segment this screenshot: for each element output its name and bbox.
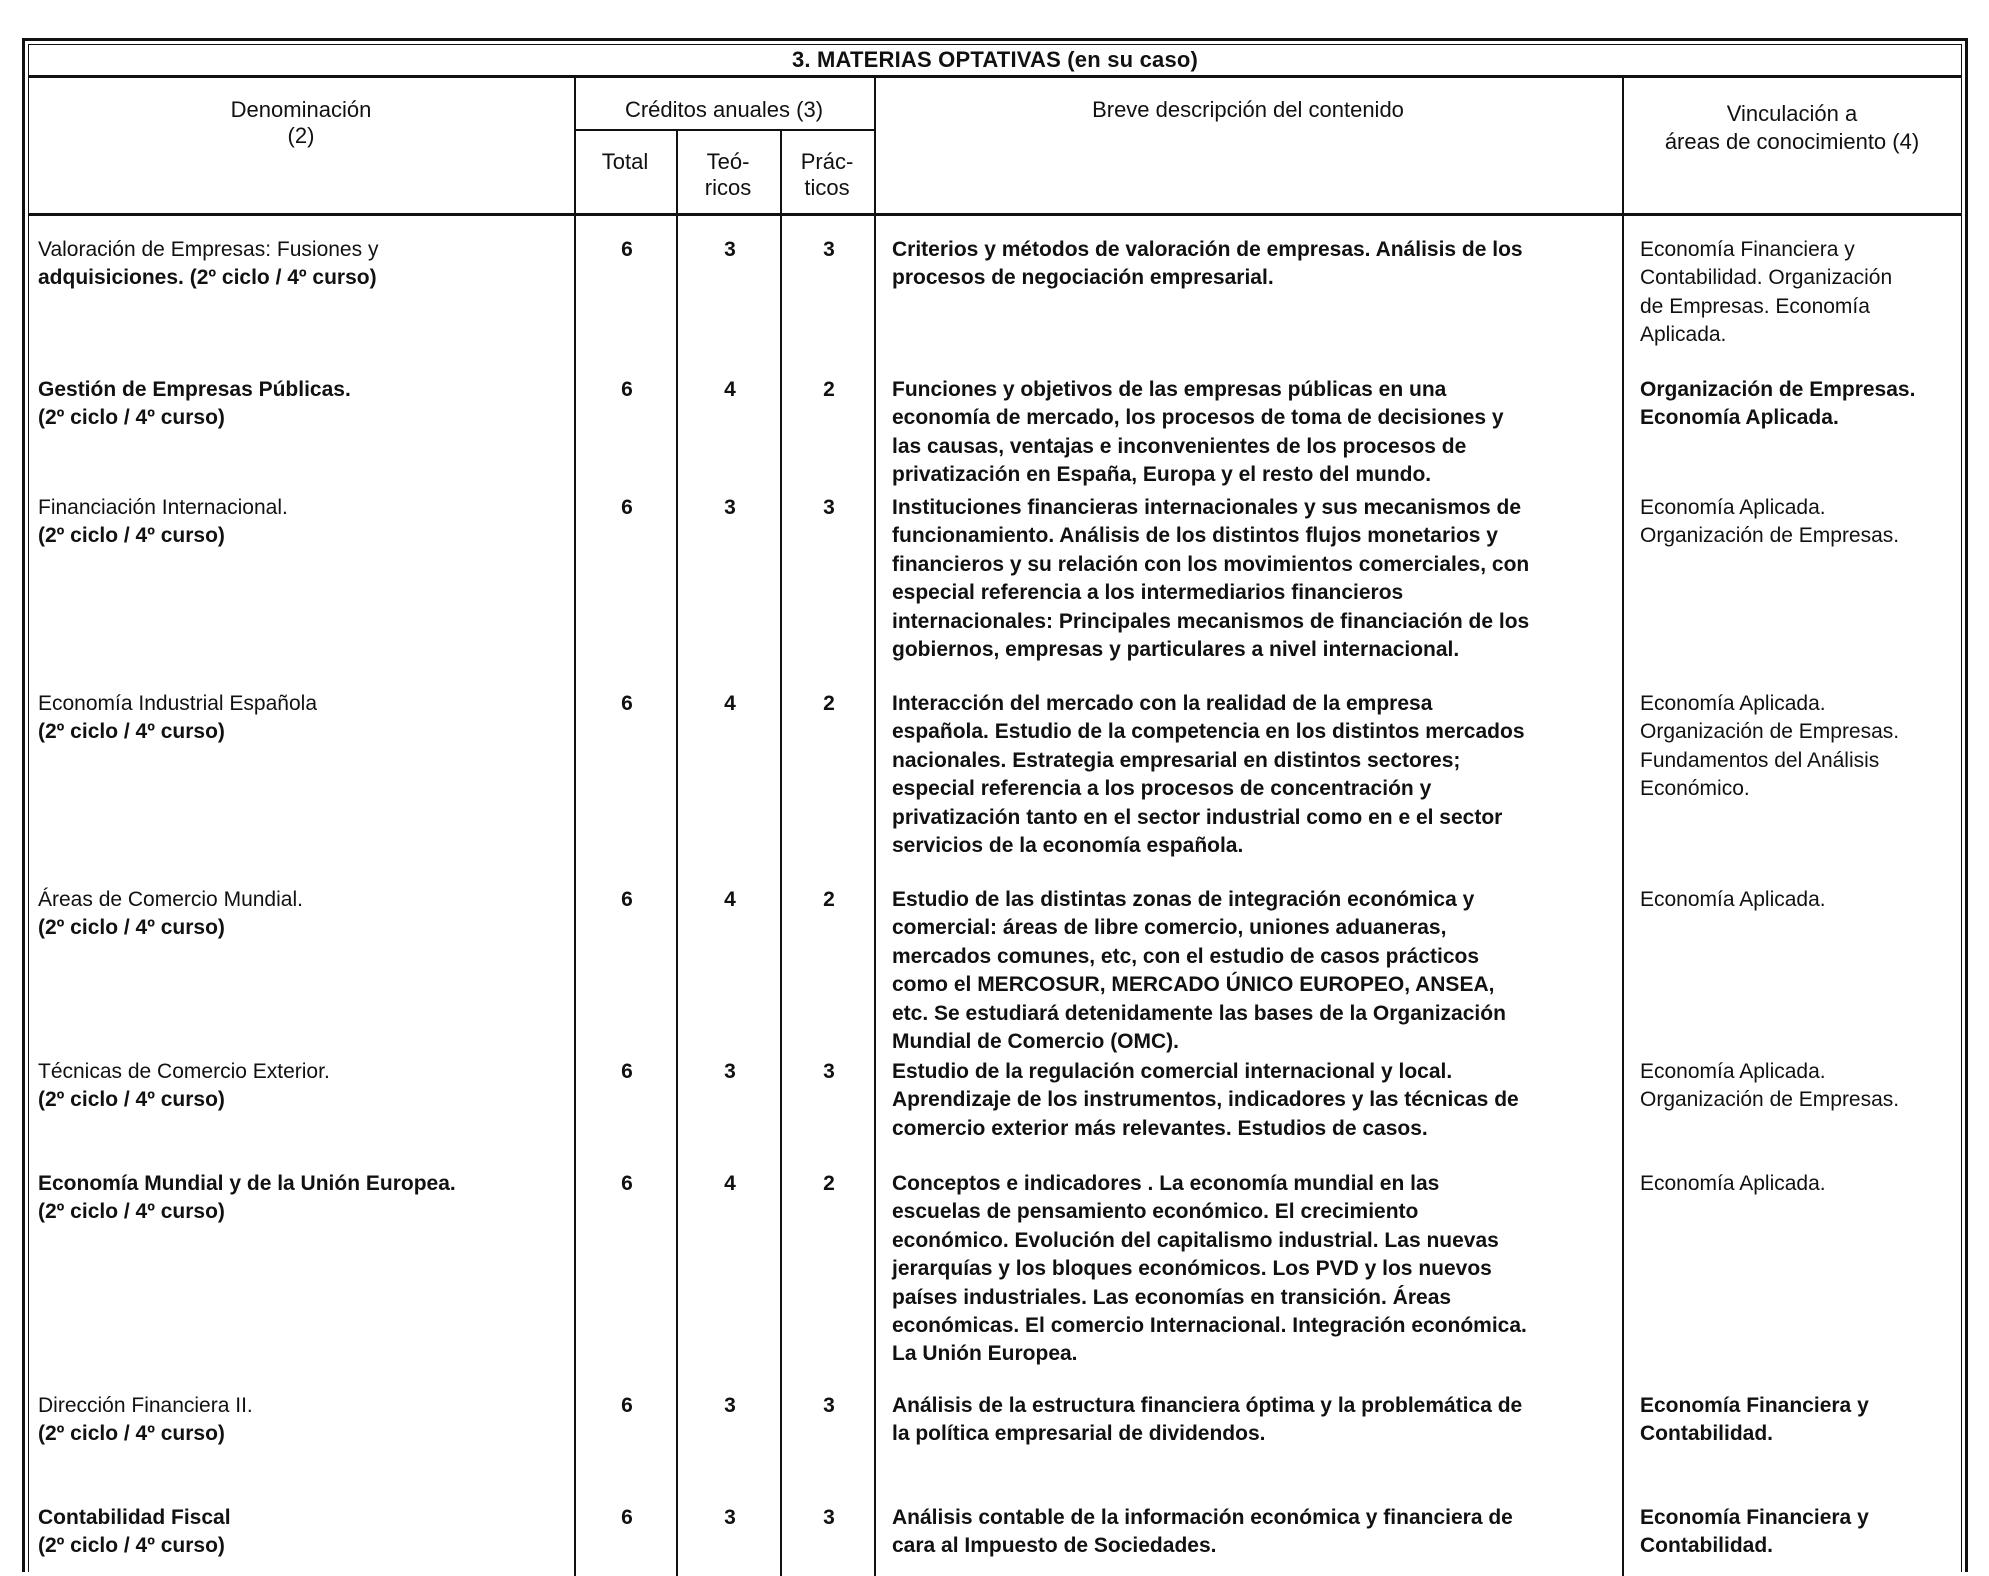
header-denominacion: Denominación: [230, 97, 372, 122]
subject-cycle: (2º ciclo / 4º curso): [38, 1088, 225, 1111]
description-line: etc. Se estudiará detenidamente las bases de la Organización: [892, 1001, 1506, 1025]
subject-cycle: (2º ciclo / 4º curso): [38, 406, 225, 429]
header-descripcion: Breve descripción del contenido: [1092, 97, 1404, 122]
description-line: países industriales. Las economías en transición. Áreas: [892, 1285, 1452, 1309]
credits-total: 6: [621, 1172, 633, 1195]
credits-practicos: 2: [823, 888, 835, 911]
description-line: económicas. El comercio Internacional. Integración económica.: [892, 1314, 1527, 1337]
subject-cycle: adquisiciones. (2º ciclo / 4º curso): [38, 266, 377, 289]
credits-total: 6: [621, 1394, 633, 1417]
credits-teoricos: 4: [724, 888, 736, 911]
knowledge-area-line: Contabilidad. Organización: [1640, 266, 1893, 290]
knowledge-area-line: Contabilidad.: [1640, 1534, 1773, 1558]
knowledge-area-line: Economía Aplicada.: [1640, 406, 1839, 430]
credits-total: 6: [621, 1060, 633, 1083]
header-total: Total: [601, 149, 649, 174]
subject-name: Financiación Internacional.: [38, 496, 288, 519]
credits-teoricos: 4: [724, 1172, 736, 1195]
description-line: especial referencia a los intermediarios financieros: [892, 581, 1404, 605]
credits-teoricos: 3: [724, 496, 736, 519]
description-line: Aprendizaje de los instrumentos, indicadores y las técnicas de: [892, 1088, 1519, 1112]
subject-name: Gestión de Empresas Públicas.: [38, 378, 351, 401]
subject-name: Áreas de Comercio Mundial.: [38, 888, 303, 911]
description-line: privatización tanto en el sector industrial como en e el sector: [892, 805, 1503, 829]
knowledge-area-line: Economía Aplicada.: [1640, 496, 1826, 519]
description-line: Estudio de las distintas zonas de integración económica y: [892, 888, 1475, 911]
credits-teoricos: 3: [724, 1394, 736, 1417]
description-line: Interacción del mercado con la realidad de la empresa: [892, 692, 1433, 715]
knowledge-area-line: Economía Financiera y: [1640, 238, 1855, 261]
credits-practicos: 2: [823, 1172, 835, 1195]
description-line: española. Estudio de la competencia en los distintos mercados: [892, 720, 1525, 744]
credits-total: 6: [621, 692, 633, 715]
credits-total: 6: [621, 496, 633, 519]
credits-teoricos: 4: [724, 378, 736, 401]
credits-total: 6: [621, 1506, 633, 1529]
description-line: economía de mercado, los procesos de toma de decisiones y: [892, 406, 1504, 430]
subject-cycle: (2º ciclo / 4º curso): [38, 916, 225, 939]
description-line: como el MERCOSUR, MERCADO ÚNICO EUROPEO, ANSEA,: [892, 973, 1495, 997]
knowledge-area-line: Economía Aplicada.: [1640, 888, 1826, 911]
knowledge-area-line: Organización de Empresas.: [1640, 524, 1900, 548]
description-line: nacionales. Estrategia empresarial en distintos sectores;: [892, 748, 1461, 772]
description-line: Conceptos e indicadores . La economía mundial en las: [892, 1172, 1440, 1195]
description-line: funcionamiento. Análisis de los distintos flujos monetarios y: [892, 524, 1498, 548]
credits-practicos: 3: [823, 1394, 835, 1417]
credits-practicos: 3: [823, 1506, 835, 1529]
knowledge-area-line: Fundamentos del Análisis: [1640, 748, 1880, 772]
credits-teoricos: 3: [724, 1060, 736, 1083]
table-title: 3. MATERIAS OPTATIVAS (en su caso): [28, 44, 1962, 78]
description-line: especial referencia a los procesos de concentración y: [892, 777, 1432, 801]
subject-cycle: (2º ciclo / 4º curso): [38, 1200, 225, 1223]
knowledge-area-line: Economía Financiera y: [1640, 1394, 1869, 1417]
knowledge-area-line: Contabilidad.: [1640, 1422, 1773, 1446]
description-line: las causas, ventajas e inconvenientes de los procesos de: [892, 434, 1467, 458]
description-line: la política empresarial de dividendos.: [892, 1422, 1266, 1446]
credits-practicos: 2: [823, 378, 835, 401]
subject-name: Contabilidad Fiscal: [38, 1506, 231, 1529]
header-denominacion-note: (2): [287, 123, 315, 148]
description-line: financieros y su relación con los movimientos comerciales, con: [892, 552, 1530, 576]
description-line: económico. Evolución del capitalismo industrial. Las nuevas: [892, 1228, 1499, 1252]
description-line: mercados comunes, etc, con el estudio de casos prácticos: [892, 944, 1480, 968]
subject-cycle: (2º ciclo / 4º curso): [38, 1422, 225, 1445]
header-teoricos-1: Teó-: [706, 149, 750, 174]
header-practicos-1: Prác-: [800, 149, 854, 174]
description-line: Mundial de Comercio (OMC).: [892, 1030, 1180, 1053]
credits-practicos: 2: [823, 692, 835, 715]
description-line: La Unión Europea.: [892, 1342, 1078, 1366]
description-line: Criterios y métodos de valoración de empresas. Análisis de los: [892, 238, 1523, 261]
knowledge-area-line: Economía Aplicada.: [1640, 1060, 1826, 1083]
description-line: escuelas de pensamiento económico. El crecimiento: [892, 1200, 1419, 1224]
header-creditos: Créditos anuales (3): [624, 97, 824, 122]
header-vinculacion-1: Vinculación a: [1726, 101, 1858, 126]
subject-name: Valoración de Empresas: Fusiones y: [38, 238, 379, 261]
description-line: privatización en España, Europa y el resto del mundo.: [892, 463, 1432, 487]
knowledge-area-line: Economía Financiera y: [1640, 1506, 1869, 1529]
credits-practicos: 3: [823, 238, 835, 261]
description-line: gobiernos, empresas y particulares a nivel internacional.: [892, 638, 1460, 661]
knowledge-area-line: Economía Aplicada.: [1640, 1172, 1826, 1195]
knowledge-area-line: Económico.: [1640, 777, 1750, 801]
credits-total: 6: [621, 378, 633, 401]
credits-practicos: 3: [823, 1060, 835, 1083]
header-subdivider: [574, 129, 874, 131]
description-line: jerarquías y los bloques económicos. Los PVD y los nuevos: [892, 1257, 1492, 1281]
description-line: Funciones y objetivos de las empresas públicas en una: [892, 378, 1447, 401]
subject-cycle: (2º ciclo / 4º curso): [38, 1534, 225, 1557]
knowledge-area-line: Economía Aplicada.: [1640, 692, 1826, 715]
credits-teoricos: 3: [724, 238, 736, 261]
credits-teoricos: 4: [724, 692, 736, 715]
description-line: Estudio de la regulación comercial internacional y local.: [892, 1060, 1453, 1083]
subject-name: Dirección Financiera II.: [38, 1394, 253, 1417]
knowledge-area-line: de Empresas. Economía: [1640, 294, 1870, 318]
knowledge-area-line: Aplicada.: [1640, 323, 1727, 347]
credits-teoricos: 3: [724, 1506, 736, 1529]
knowledge-area-line: Organización de Empresas.: [1640, 378, 1916, 401]
credits-total: 6: [621, 888, 633, 911]
header-vinculacion-2: áreas de conocimiento (4): [1664, 129, 1920, 154]
knowledge-area-line: Organización de Empresas.: [1640, 1088, 1900, 1112]
description-line: Instituciones financieras internacionales y sus mecanismos de: [892, 496, 1522, 519]
description-line: comercial: áreas de libre comercio, uniones aduaneras,: [892, 916, 1447, 940]
description-line: Análisis de la estructura financiera óptima y la problemática de: [892, 1394, 1523, 1417]
credits-total: 6: [621, 238, 633, 261]
subject-name: Economía Mundial y de la Unión Europea.: [38, 1172, 456, 1195]
description-line: cara al Impuesto de Sociedades.: [892, 1534, 1217, 1558]
subject-name: Economía Industrial Española: [38, 692, 317, 715]
description-line: comercio exterior más relevantes. Estudios de casos.: [892, 1116, 1428, 1140]
header-teoricos-2: ricos: [704, 175, 752, 200]
subject-cycle: (2º ciclo / 4º curso): [38, 720, 225, 743]
header-practicos-2: ticos: [804, 175, 850, 200]
description-line: internacionales: Principales mecanismos de financiación de los: [892, 609, 1530, 633]
subject-cycle: (2º ciclo / 4º curso): [38, 524, 225, 547]
description-line: servicios de la economía española.: [892, 834, 1244, 857]
subject-name: Técnicas de Comercio Exterior.: [38, 1060, 330, 1083]
knowledge-area-line: Organización de Empresas.: [1640, 720, 1900, 744]
description-line: procesos de negociación empresarial.: [892, 266, 1274, 290]
table-header: [28, 78, 1962, 216]
credits-practicos: 3: [823, 496, 835, 519]
description-line: Análisis contable de la información económica y financiera de: [892, 1506, 1513, 1529]
